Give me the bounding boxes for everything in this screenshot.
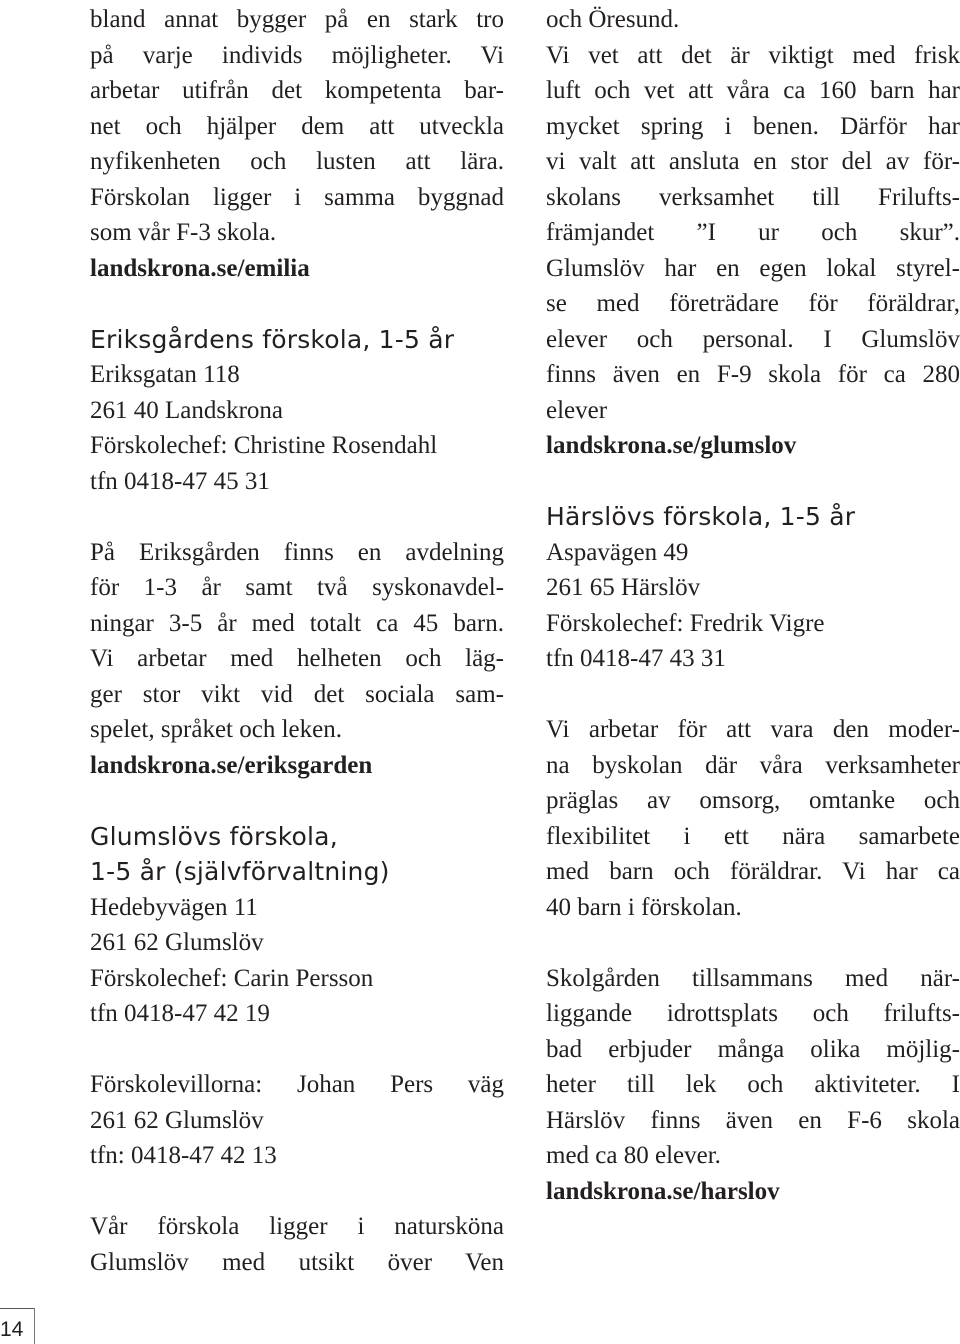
- text-line: 40 barn i förskolan.: [546, 893, 742, 921]
- harslov-link[interactable]: landskrona.se/harslov: [546, 1177, 780, 1205]
- text-line: med ca 80 elever.: [546, 1142, 721, 1169]
- page-corner-rule: [0, 1308, 34, 1309]
- glumslov-address: [90, 890, 504, 1032]
- harslov-description-1: [546, 712, 960, 925]
- text-line: ningar 3-5 år med totalt ca 45 barn.: [90, 609, 504, 637]
- text-line: främjandet ”I ur och skur”.: [546, 219, 960, 246]
- text-line: bad erbjuder många olika möjlig-: [546, 1035, 960, 1063]
- emilia-link[interactable]: landskrona.se/emilia: [90, 254, 310, 282]
- address-line: Hedebyvägen 11: [90, 893, 258, 921]
- text-line: arbetar utifrån det kompetenta bar-: [90, 77, 504, 104]
- text-line: präglas av omsorg, omtanke och: [546, 787, 960, 814]
- text-line: flexibilitet i ett nära samarbete: [546, 822, 960, 850]
- text-line: Skolgården tillsammans med när-: [546, 964, 960, 992]
- text-line: På Eriksgården finns en avdelning: [90, 538, 504, 566]
- text-line: vi valt att ansluta en stor del av för-: [546, 148, 960, 175]
- text-line: för 1-3 år samt två syskonavdel-: [90, 574, 504, 601]
- text-line: na byskolan där våra verksamheter: [546, 751, 960, 779]
- address-line: 261 62 Glumslöv: [90, 929, 264, 956]
- text-line: elever och personal. I Glumslöv: [546, 325, 960, 353]
- page-corner-rule-vertical: [34, 1308, 35, 1344]
- text-line: nyfikenheten och lusten att lära.: [90, 148, 504, 175]
- eriksgarden-address: [90, 357, 504, 499]
- address-line: 261 40 Landskrona: [90, 396, 284, 424]
- text-line: som vår F-3 skola.: [90, 219, 277, 246]
- text-line: med barn och föräldrar. Vi har ca: [546, 858, 960, 885]
- text-line: spelet, språket och leken.: [90, 716, 342, 743]
- page-number: 14: [0, 1318, 24, 1341]
- glumslov-description: [90, 1209, 504, 1280]
- text-line: liggande idrottsplats och frilufts-: [546, 1000, 960, 1027]
- harslov-address: [546, 535, 960, 677]
- eriksgarden-link[interactable]: landskrona.se/eriksgarden: [90, 751, 373, 779]
- text-line: finns även en F-9 skola för ca 280: [546, 361, 960, 388]
- principal-line: Förskolechef: Fredrik Vigre: [546, 609, 825, 637]
- text-line: på varje individs möjligheter. Vi: [90, 41, 504, 69]
- text-line: Förskolan ligger i samma byggnad: [90, 183, 504, 211]
- harslov-description-2: [546, 961, 960, 1174]
- emilia-description: [90, 2, 504, 251]
- text-line: Vi arbetar för att vara den moder-: [546, 716, 960, 743]
- text-line: Härslöv finns även en F-6 skola: [546, 1106, 960, 1134]
- text-line: Glumslöv med utsikt över Ven: [90, 1248, 504, 1276]
- glumslov-heading-line1: Glumslövs förskola,: [90, 821, 338, 851]
- left-column: [90, 2, 504, 1280]
- text-line: Vi vet att det är viktigt med frisk: [546, 41, 960, 69]
- right-column: [546, 2, 960, 1209]
- address-line: Eriksgatan 118: [90, 361, 240, 388]
- text-line: och Öresund.: [546, 6, 680, 33]
- text-line: Vår förskola ligger i natursköna: [90, 1213, 504, 1240]
- text-line: luft och vet att våra ca 160 barn har: [546, 77, 960, 104]
- text-line: se med företrädare för föräldrar,: [546, 290, 960, 317]
- principal-line: Förskolechef: Carin Persson: [90, 964, 374, 992]
- address-line: 261 62 Glumslöv: [90, 1106, 264, 1134]
- phone-line: tfn 0418-47 45 31: [90, 467, 270, 495]
- text-line: Förskolevillorna: Johan Pers väg: [90, 1071, 504, 1098]
- text-line: heter till lek och aktiviteter. I: [546, 1071, 960, 1098]
- principal-line: Förskolechef: Christine Rosendahl: [90, 432, 438, 459]
- address-line: 261 65 Härslöv: [546, 574, 701, 601]
- text-line: Glumslöv har en egen lokal styrel-: [546, 254, 960, 282]
- glumslov-link[interactable]: landskrona.se/glumslov: [546, 432, 797, 459]
- phone-line: tfn 0418-47 42 19: [90, 1000, 270, 1027]
- text-line: ger stor vikt vid det sociala sam-: [90, 680, 504, 708]
- text-line: elever: [546, 396, 608, 424]
- glumslov-description-continued: [546, 2, 960, 428]
- eriksgarden-heading: Eriksgårdens förskola, 1-5 år: [90, 324, 455, 354]
- eriksgarden-description: [90, 535, 504, 748]
- text-line: mycket spring i benen. Därför har: [546, 112, 960, 140]
- phone-line: tfn: 0418-47 42 13: [90, 1142, 277, 1169]
- phone-line: tfn 0418-47 43 31: [546, 645, 726, 672]
- text-line: skolans verksamhet till Frilufts-: [546, 183, 960, 211]
- address-line: Aspavägen 49: [546, 538, 689, 566]
- text-line: net och hjälper dem att utveckla: [90, 112, 504, 140]
- harslov-heading: Härslövs förskola, 1-5 år: [546, 502, 856, 531]
- glumslov-heading-line2: 1-5 år (självförvaltning): [90, 857, 390, 886]
- text-line: bland annat bygger på en stark tro: [90, 6, 504, 33]
- glumslov-villa-address: [90, 1067, 504, 1174]
- text-line: Vi arbetar med helheten och läg-: [90, 645, 504, 672]
